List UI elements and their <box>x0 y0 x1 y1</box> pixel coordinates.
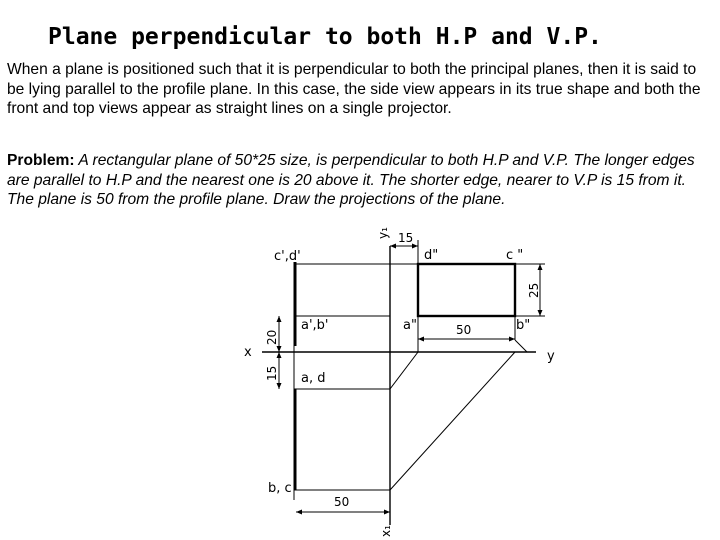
arrowhead <box>296 510 302 515</box>
label-b-c: b, c <box>268 481 292 496</box>
axis-y-label: y <box>547 349 555 364</box>
label-a-prime-b-prime: a',b' <box>301 318 329 333</box>
label-b-double-prime: b" <box>516 318 531 333</box>
intro-paragraph: When a plane is positioned such that it is perpendicular to both the principal planes, then it is said to be lying parallel to the profile plane. In this case, the side view appears in its true shape and both the front and top views appear as straight lines on a single projector. <box>7 61 701 118</box>
axis-x1-label: x₁ <box>379 525 393 537</box>
arrowhead <box>277 316 282 322</box>
transfer-line-45-b <box>390 352 515 490</box>
label-a-double-prime: a" <box>403 318 417 333</box>
axis-y1-label: y₁ <box>376 227 390 239</box>
transfer-line-45-a <box>390 352 418 389</box>
side-view-rectangle <box>418 264 515 316</box>
dim-20-label: 20 <box>265 329 279 345</box>
arrowhead <box>390 244 396 249</box>
arrowhead <box>538 264 543 270</box>
dim-50-bottom-label: 50 <box>334 495 350 509</box>
problem-text: A rectangular plane of 50*25 size, is perpendicular to both H.P and V.P. The longer edges are parallel to H.P and the nearest one is 20 above it. The shorter edge, nearer to V.P is 15 from it. The plane is 50 from the profile plane. Draw the projections of the plane. <box>7 152 695 209</box>
label-c-prime-d-prime: c',d' <box>274 249 301 264</box>
arrowhead <box>277 346 282 352</box>
slide-title: Plane perpendicular to both H.P and V.P. <box>48 24 602 50</box>
dim-25-label: 25 <box>527 282 541 298</box>
arrowhead <box>538 310 543 316</box>
arrowhead <box>384 510 390 515</box>
arrowhead <box>277 383 282 389</box>
dim-50-mid-label: 50 <box>456 323 472 337</box>
arrowhead <box>418 337 424 342</box>
label-a-d: a, d <box>301 371 326 386</box>
transfer-connector <box>515 340 527 352</box>
arrowhead <box>509 337 515 342</box>
dim-15-left-label: 15 <box>265 365 279 381</box>
problem-label: Problem: <box>7 152 75 169</box>
axis-x-label: x <box>244 345 252 360</box>
arrowhead <box>277 352 282 358</box>
label-c-double-prime: c " <box>506 248 524 263</box>
label-d-double-prime: d" <box>424 248 439 263</box>
dim-15-top-label: 15 <box>398 231 414 245</box>
